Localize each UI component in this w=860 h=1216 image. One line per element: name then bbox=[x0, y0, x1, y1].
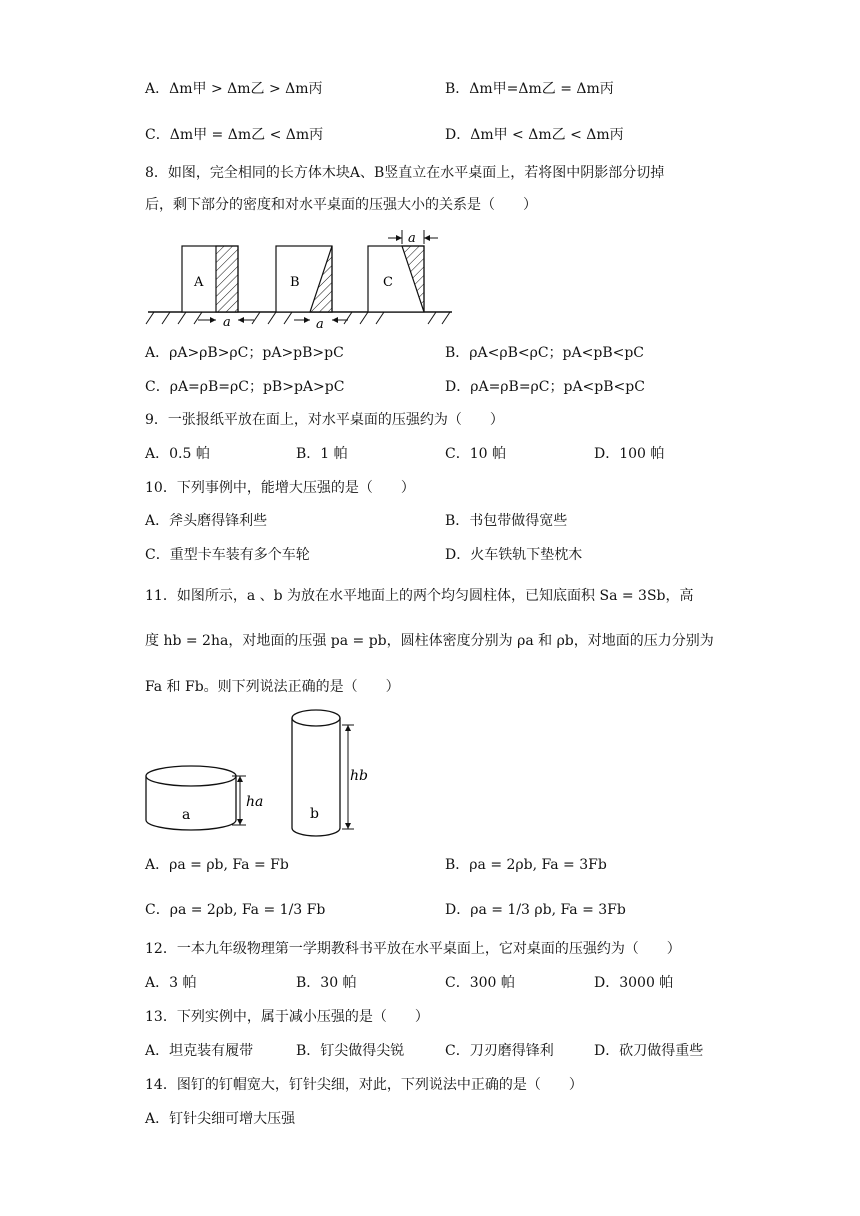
q8-label-a: A bbox=[194, 275, 204, 290]
q8-option-c: C．ρA=ρB=ρC；pB>pA>pC bbox=[145, 379, 345, 395]
q7-option-d: D．Δm甲 < Δm乙 < Δm丙 bbox=[445, 127, 624, 143]
q14-stem: 14．图钉的钉帽宽大，钉针尖细，对此，下列说法中正确的是（ ） bbox=[145, 1077, 583, 1093]
q7-option-c: C．Δm甲 = Δm乙 < Δm丙 bbox=[145, 127, 324, 143]
q8-figure bbox=[140, 228, 460, 332]
q14-option-a: A．钉针尖细可增大压强 bbox=[145, 1111, 296, 1127]
q11-option-b: B．ρa = 2ρb, Fa = 3Fb bbox=[445, 857, 607, 873]
q8-option-a: A．ρA>ρB>ρC；pA>pB>pC bbox=[145, 345, 344, 361]
q9-option-c: C．10 帕 bbox=[445, 446, 506, 462]
q11-option-a: A．ρa = ρb, Fa = Fb bbox=[145, 857, 289, 873]
q11-label-hb: hb bbox=[350, 768, 368, 784]
q8-label-c: C bbox=[383, 275, 393, 290]
q13-option-c: C．刀刃磨得锋利 bbox=[445, 1043, 554, 1059]
q8-dim-a-3: a bbox=[408, 231, 416, 246]
q11-label-b: b bbox=[310, 806, 319, 822]
q12-option-a: A．3 帕 bbox=[145, 975, 197, 991]
q11-label-a: a bbox=[182, 807, 191, 823]
q11-stem-line1: 11．如图所示，a 、b 为放在水平地面上的两个均匀圆柱体，已知底面积 Sa = 3Sb，高 bbox=[145, 588, 694, 604]
q8-stem-line2: 后，剩下部分的密度和对水平桌面的压强大小的关系是（ ） bbox=[145, 197, 537, 213]
q8-stem-line1: 8．如图，完全相同的长方体木块A、B竖直立在水平桌面上，若将图中阴影部分切掉 bbox=[145, 165, 665, 181]
q8-dim-a-1: a bbox=[223, 315, 231, 330]
q7-option-b: B．Δm甲=Δm乙 = Δm丙 bbox=[445, 81, 614, 97]
q10-option-d: D．火车铁轨下垫枕木 bbox=[445, 547, 583, 563]
q11-option-d: D．ρa = 1/3 ρb, Fa = 3Fb bbox=[445, 902, 626, 918]
q12-option-b: B．30 帕 bbox=[296, 975, 357, 991]
q13-option-d: D．砍刀做得重些 bbox=[594, 1043, 704, 1059]
q13-stem: 13．下列实例中，属于减小压强的是（ ） bbox=[145, 1009, 429, 1025]
q9-option-a: A．0.5 帕 bbox=[145, 446, 210, 462]
q11-stem-line2: 度 hb = 2ha，对地面的压强 pa = pb，圆柱体密度分别为 ρa 和 ρb，对地面的压力分别为 bbox=[145, 633, 714, 649]
q10-option-b: B．书包带做得宽些 bbox=[445, 513, 568, 529]
q10-option-a: A．斧头磨得锋利些 bbox=[145, 513, 268, 529]
q9-option-b: B．1 帕 bbox=[296, 446, 348, 462]
q11-label-ha: ha bbox=[246, 794, 264, 810]
q8-option-d: D．ρA=ρB=ρC；pA<pB<pC bbox=[445, 379, 645, 395]
q12-stem: 12．一本九年级物理第一学期教科书平放在水平桌面上，它对桌面的压强约为（ ） bbox=[145, 941, 681, 957]
q10-stem: 10．下列事例中，能增大压强的是（ ） bbox=[145, 480, 415, 496]
q13-option-b: B．钉尖做得尖锐 bbox=[296, 1043, 405, 1059]
q11-option-c: C．ρa = 2ρb, Fa = 1/3 Fb bbox=[145, 902, 326, 918]
q8-label-b: B bbox=[290, 275, 300, 290]
q8-dim-a-2: a bbox=[316, 317, 324, 332]
q12-option-d: D．3000 帕 bbox=[594, 975, 674, 991]
q12-option-c: C．300 帕 bbox=[445, 975, 515, 991]
q7-option-a: A．Δm甲 > Δm乙 > Δm丙 bbox=[145, 81, 323, 97]
q11-figure bbox=[140, 708, 370, 840]
q10-option-c: C．重型卡车装有多个车轮 bbox=[145, 547, 310, 563]
q8-option-b: B．ρA<ρB<ρC；pA<pB<pC bbox=[445, 345, 645, 361]
q13-option-a: A．坦克装有履带 bbox=[145, 1043, 254, 1059]
q11-stem-line3: Fa 和 Fb。则下列说法正确的是（ ） bbox=[145, 679, 400, 695]
q9-stem: 9．一张报纸平放在面上，对水平桌面的压强约为（ ） bbox=[145, 412, 504, 428]
q9-option-d: D．100 帕 bbox=[594, 446, 665, 462]
